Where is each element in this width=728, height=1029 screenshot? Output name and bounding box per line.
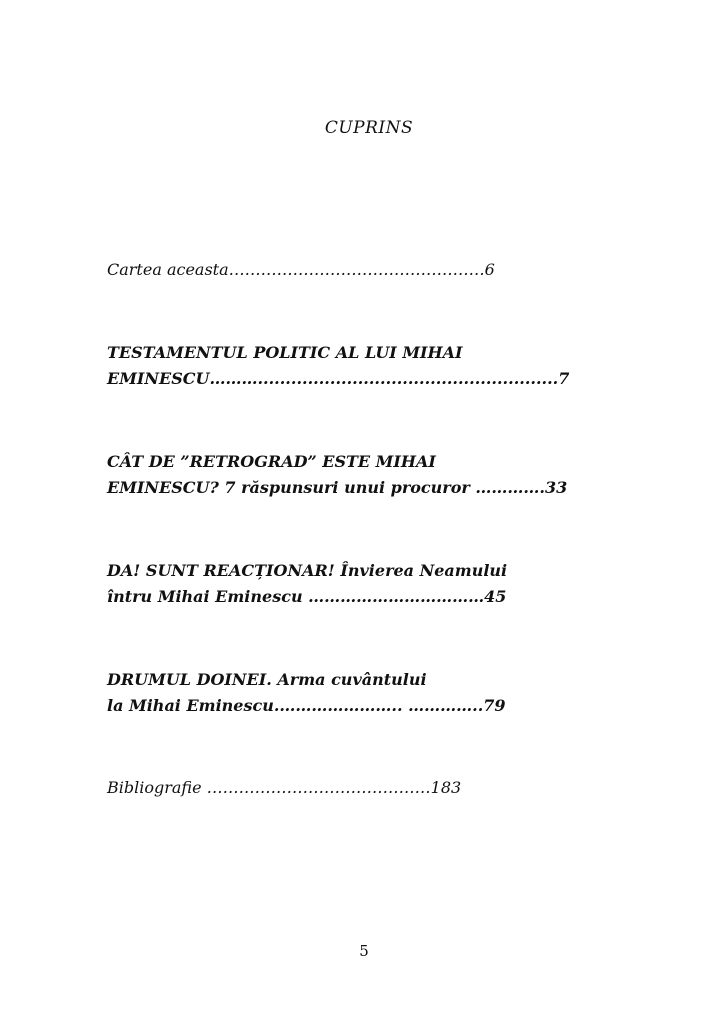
toc-entry-da-sunt-reactionar xyxy=(107,558,607,610)
toc-entry-cartea-aceasta xyxy=(107,257,607,283)
toc-entry-line: EMINESCU? 7 răspunsuri unui procuror ………….33 xyxy=(107,478,568,497)
toc-entry-line: DRUMUL DOINEI. Arma cuvântului xyxy=(107,670,427,689)
page-number: 5 xyxy=(359,942,369,960)
toc-entry-line: DA! SUNT REACȚIONAR! Învierea Neamului xyxy=(107,561,508,580)
toc-entry-cat-de-retrograd xyxy=(107,449,607,501)
toc-entry-line: TESTAMENTUL POLITIC AL LUI MIHAI xyxy=(107,343,463,362)
toc-entry-bibliografie xyxy=(107,775,607,801)
toc-entry-drumul-doinei xyxy=(107,667,607,719)
toc-entry-testamentul-politic xyxy=(107,340,607,392)
toc-entry-line: Bibliografie ……………………………………183 xyxy=(107,778,462,797)
page-title: CUPRINS xyxy=(324,118,414,138)
toc-entry-line: întru Mihai Eminescu ……………………………45 xyxy=(107,587,507,606)
toc-entry-line: Cartea aceasta…………………………………………6 xyxy=(107,260,495,279)
toc-entry-line: EMINESCU………......................................................7 xyxy=(107,369,570,388)
toc-entry-line: CÂT DE ”RETROGRAD” ESTE MIHAI xyxy=(107,452,436,471)
toc-entry-line: la Mihai Eminescu.………………….. …………..79 xyxy=(107,696,506,715)
